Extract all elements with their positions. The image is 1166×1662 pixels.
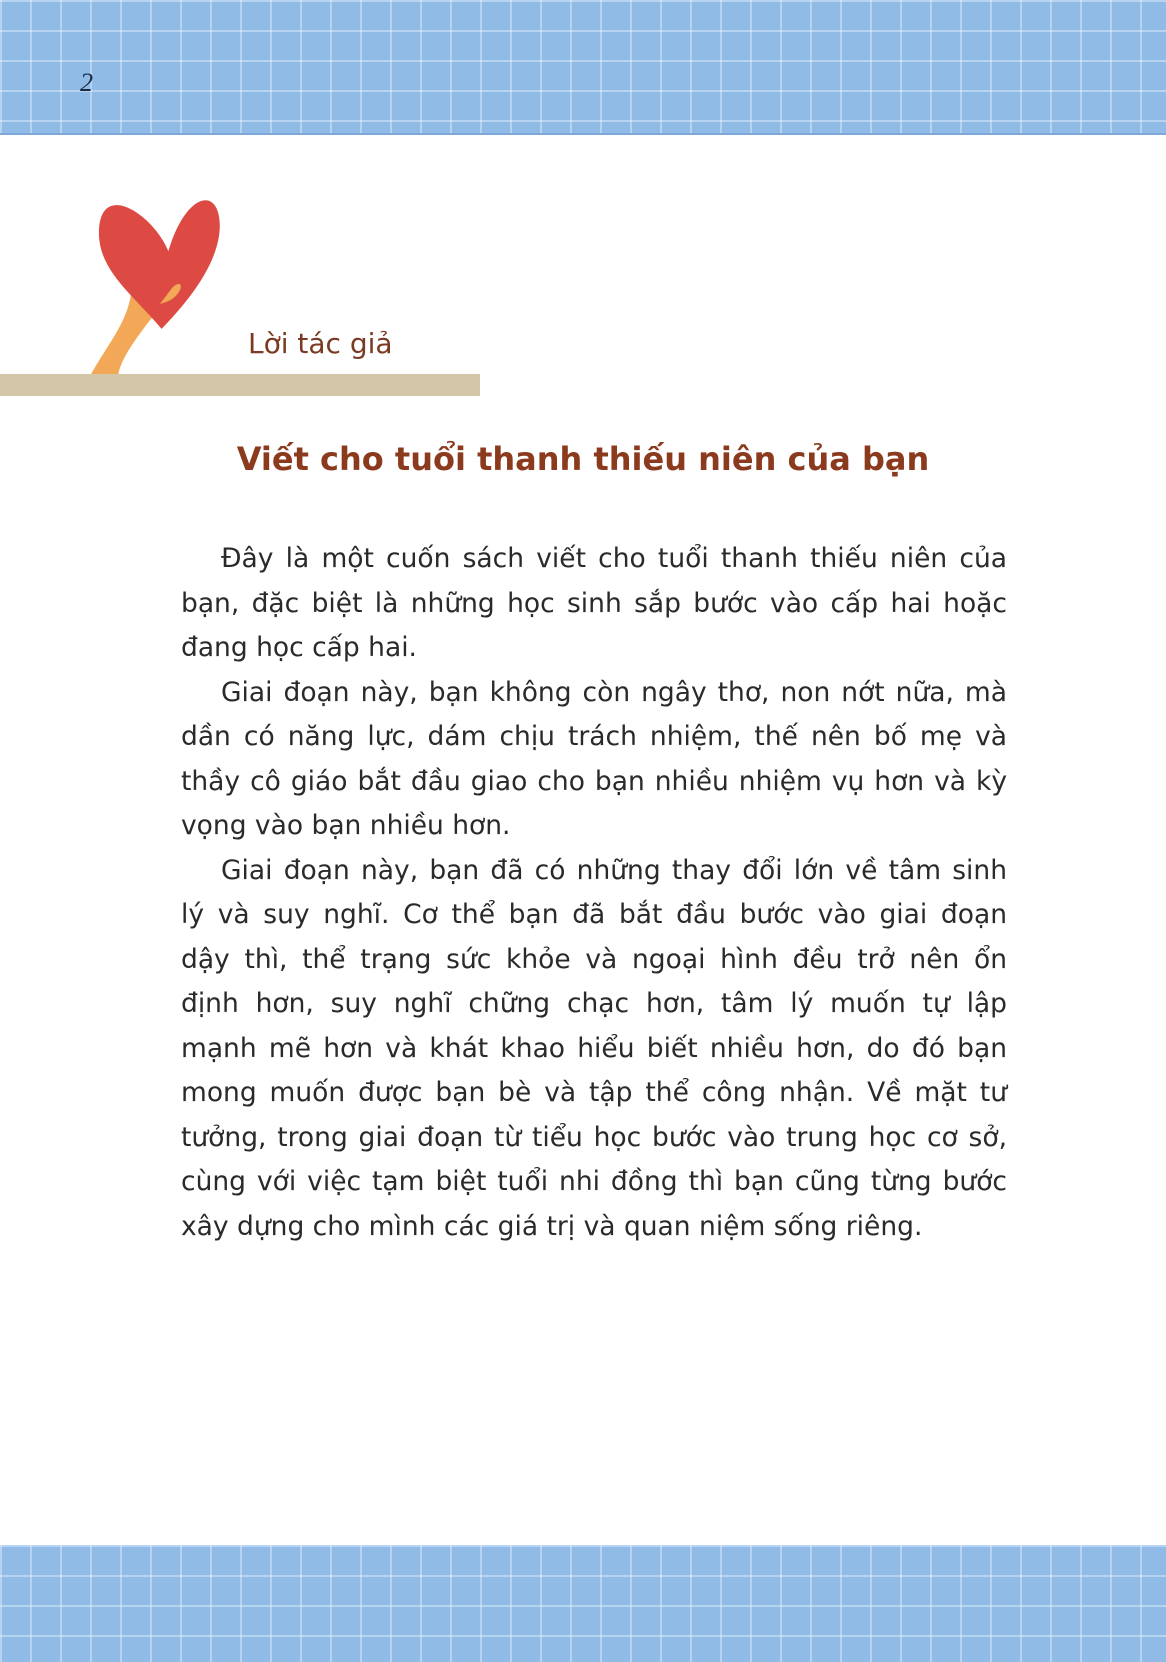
body-text (181, 537, 1007, 1249)
paragraph-line: đang học cấp hai. (181, 632, 417, 663)
paragraph-line: xây dựng cho mình các giá trị và quan niệm sống riêng. (181, 1210, 923, 1242)
paragraph-line: tưởng, trong giai đoạn từ tiểu học bước vào trung học cơ sở, (181, 1121, 1007, 1153)
paragraph-line: vọng vào bạn nhiều hơn. (181, 810, 511, 841)
heart-icon (91, 191, 222, 333)
paragraph-line: mạnh mẽ hơn và khát khao hiểu biết nhiều hơn, do đó bạn (181, 1032, 1007, 1064)
paragraph-line: thầy cô giáo bắt đầu giao cho bạn nhiều nhiệm vụ hơn và kỳ (181, 765, 1007, 797)
paragraph-line: cùng với việc tạm biệt tuổi nhi đồng thì bạn cũng từng bước (181, 1166, 1007, 1197)
chapter-title: Viết cho tuổi thanh thiếu niên của bạn (236, 440, 930, 478)
header-band (0, 0, 1166, 135)
section-shelf-bar (0, 374, 480, 396)
paragraph-line: bạn, đặc biệt là những học sinh sắp bước vào cấp hai hoặc (181, 587, 1007, 619)
paragraph-line: dậy thì, thể trạng sức khỏe và ngoại hình đều trở nên ổn (181, 943, 1007, 975)
page-number: 2 (80, 68, 93, 97)
section-label: Lời tác giả (248, 327, 393, 360)
paragraph-line: mong muốn được bạn bè và tập thể công nhận. Về mặt tư (181, 1077, 1007, 1108)
paragraph-line: Đây là một cuốn sách viết cho tuổi thanh thiếu niên của (221, 543, 1007, 574)
paragraph-line: dần có năng lực, dám chịu trách nhiệm, thế nên bố mẹ và (181, 721, 1007, 752)
paragraph-line: định hơn, suy nghĩ chững chạc hơn, tâm lý muốn tự lập (181, 988, 1007, 1019)
paragraph-line: lý và suy nghĩ. Cơ thể bạn đã bắt đầu bước vào giai đoạn (181, 899, 1007, 930)
paragraph-line: Giai đoạn này, bạn đã có những thay đổi lớn về tâm sinh (221, 854, 1007, 886)
footer-band (0, 1545, 1166, 1662)
paragraph-line: Giai đoạn này, bạn không còn ngây thơ, non nớt nữa, mà (221, 676, 1007, 708)
